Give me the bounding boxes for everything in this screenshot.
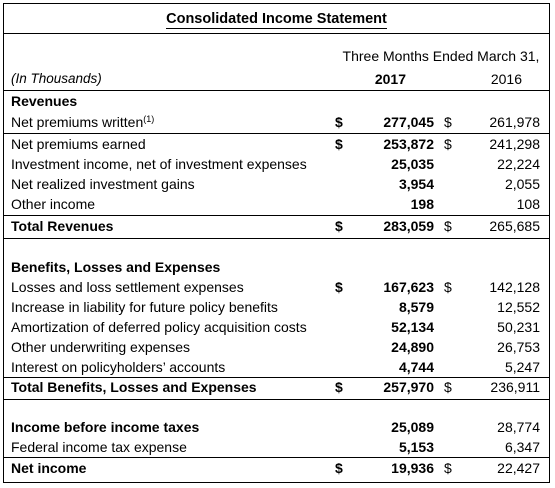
net-income-row: Net income $ 19,936 $ 22,427 — [11, 460, 540, 476]
table-row: Increase in liability for future policy benefits 8,579 12,552 — [11, 299, 540, 315]
year-2016-header: 2016 — [490, 71, 522, 87]
total-row: Total Benefits, Losses and Expenses $ 257,970 $ 236,911 — [11, 379, 540, 395]
footnote-marker: (1) — [143, 114, 155, 124]
units-label: (In Thousands) — [11, 71, 102, 86]
period-header: Three Months Ended March 31, — [342, 48, 540, 64]
table-row: Net realized investment gains 3,954 2,055 — [11, 176, 540, 192]
section-heading-benefits: Benefits, Losses and Expenses — [11, 259, 221, 275]
table-row: Net premiums earned $ 253,872 $ 241,298 — [11, 136, 540, 152]
row-rule — [4, 457, 549, 458]
total-row: Total Revenues $ 283,059 $ 265,685 — [11, 218, 540, 234]
table-row: Federal income tax expense 5,153 6,347 — [11, 439, 540, 455]
table-row: Amortization of deferred policy acquisition costs 52,134 50,231 — [11, 319, 540, 335]
table-row: Losses and loss settlement expenses $ 167,623 $ 142,128 — [11, 279, 540, 295]
year-2017-header: 2017 — [374, 71, 406, 87]
row-rule — [4, 399, 549, 400]
table-row: Investment income, net of investment expenses 25,035 22,224 — [11, 156, 540, 172]
row-rule — [4, 133, 549, 134]
table-row: Other income 198 108 — [11, 196, 540, 212]
section-heading-revenues: Revenues — [11, 93, 78, 109]
table-row: Other underwriting expenses 24,890 26,753 — [11, 339, 540, 355]
table-title: Consolidated Income Statement — [4, 4, 549, 34]
table-row: Income before income taxes 25,089 28,774 — [11, 419, 540, 435]
row-rule — [4, 238, 549, 239]
header-rule — [4, 90, 549, 91]
table-row: Interest on policyholders’ accounts 4,744 5,247 — [11, 359, 540, 375]
row-rule — [4, 215, 549, 216]
table-row: Net premiums written$^{(1)}$ $ 277,045 $ 261,978 — [11, 114, 540, 130]
income-statement-table — [3, 3, 550, 483]
